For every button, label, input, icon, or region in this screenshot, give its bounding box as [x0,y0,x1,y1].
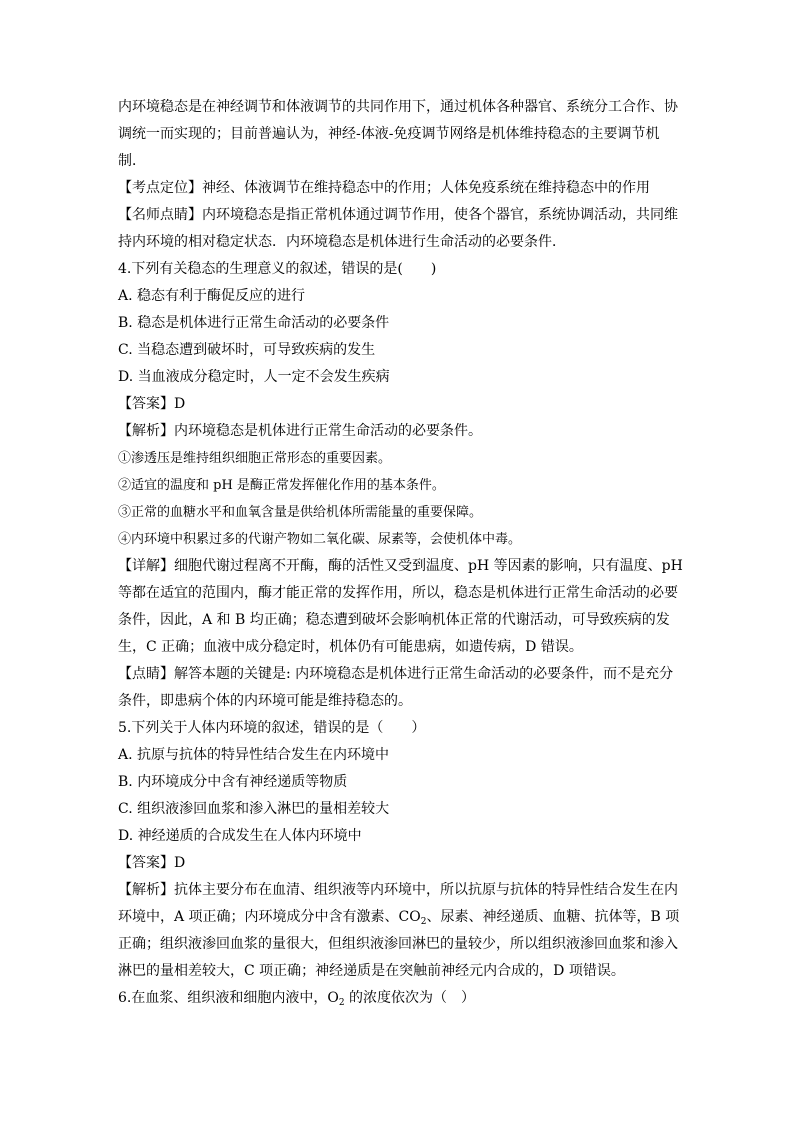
text-line: 生，C 正确；血液中成分稳定时，机体仍有可能患病，如遗传病，D 错误。 [118,639,583,655]
analysis-point-4: ④内环境中积累过多的代谢产物如二氧化碳、尿素等，会使机体中毒。 [118,532,522,547]
text-part: 环境中，A 项正确；内环境成分中含有激素、CO [118,909,421,925]
question-4-option-a: A. 稳态有利于酶促反应的进行 [118,288,306,304]
text-line: 调统一而实现的；目前普遍认为，神经-体液-免疫调节网络是机体维持稳态的主要调节机 [118,126,660,142]
text-line: 条件，即患病个体的内环境可能是维持稳态的。 [118,693,412,709]
analysis-point-1: ①渗透压是维持组织细胞正常形态的重要因素。 [118,451,392,466]
question-6-stem [118,985,678,1012]
text-part: 6.在血浆、组织液和细胞内液中，O [118,990,339,1006]
question-4-insight: 【点睛】解答本题的关键是: 内环境稳态是机体进行正常生命活动的必要条件，而不是充分 [118,666,674,682]
text-line: 正确；组织液渗回血浆的量很大，但组织液渗回淋巴的量较少，所以组织液渗回血浆和渗入 [118,936,678,952]
text-line: 淋巴的量相差较大，C 项正确；神经递质是在突触前神经元内合成的，D 项错误。 [118,963,625,979]
text-line: 持内环境的相对稳定状态．内环境稳态是机体进行生命活动的必要条件． [118,234,566,250]
subscript: 2 [338,998,345,1008]
analysis-point-3: ③正常的血糖水平和血氧含量是供给机体所需能量的重要保障。 [118,505,483,520]
text-line: 制． [118,153,146,169]
question-4-option-d: D. 当血液成分稳定时，人一定不会发生疾病 [118,369,390,385]
analysis-point-2: ②适宜的温度和 pH 是酶正常发挥催化作用的基本条件。 [118,478,445,493]
text-line: 内环境稳态是在神经调节和体液调节的共同作用下，通过机体各种器官、系统分工合作、协 [118,99,678,115]
subscript: 2 [420,917,427,927]
document-body [118,94,683,1012]
text-line [118,904,678,931]
text-line: 等都在适宜的范围内，酶才能正常的发挥作用，所以，稳态是机体进行正常生命活动的必要 [118,585,678,601]
question-4-analysis: 【解析】内环境稳态是机体进行正常生命活动的必要条件。 [118,423,482,439]
text-part: 的浓度依次为（ ） [344,990,476,1006]
question-5-option-b: B. 内环境成分中含有神经递质等物质 [118,774,348,790]
question-4-answer: 【答案】D [118,396,186,412]
exam-point-line: 【考点定位】神经、体液调节在维持稳态中的作用；人体免疫系统在维持稳态中的作用 [118,180,650,196]
question-5-answer: 【答案】D [118,855,186,871]
question-4-option-b: B. 稳态是机体进行正常生命活动的必要条件 [118,315,390,331]
question-5-option-d: D. 神经递质的合成发生在人体内环境中 [118,828,362,844]
question-5-analysis: 【解析】抗体主要分布在血清、组织液等内环境中，所以抗原与抗体的特异性结合发生在内 [118,882,678,898]
question-5-stem: 5.下列关于人体内环境的叙述，错误的是（ ） [118,720,426,736]
text-line: 条件，因此，A 和 B 均正确；稳态遭到破坏会影响机体正常的代谢活动，可导致疾病的发 [118,612,670,628]
question-5-option-c: C. 组织液渗回血浆和渗入淋巴的量相差较大 [118,801,390,817]
question-4-detail: 【详解】细胞代谢过程离不开酶，酶的活性又受到温度、pH 等因素的影响，只有温度、pH [118,558,683,574]
question-5-option-a: A. 抗原与抗体的特异性结合发生在内环境中 [118,747,390,763]
question-4-stem: 4.下列有关稳态的生理意义的叙述，错误的是( ) [118,261,437,277]
text-part: 、尿素、神经递质、血糖、抗体等，B 项 [426,909,680,925]
teacher-note-line: 【名师点睛】内环境稳态是指正常机体通过调节作用，使各个器官，系统协调活动，共同维 [118,207,678,223]
question-4-option-c: C. 当稳态遭到破坏时，可导致疾病的发生 [118,342,376,358]
